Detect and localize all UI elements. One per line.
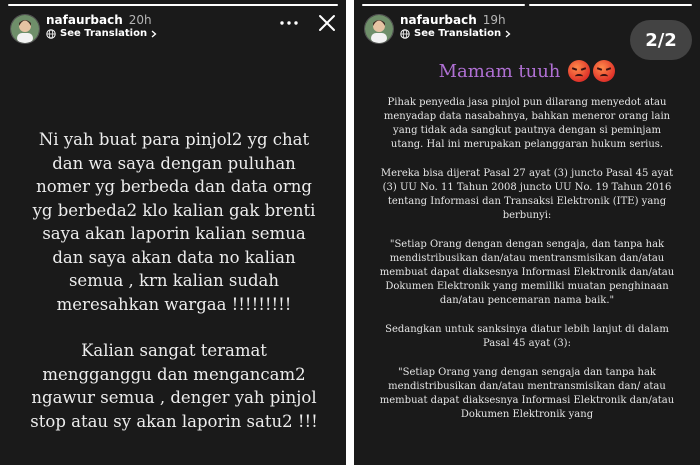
close-button[interactable] bbox=[316, 12, 338, 34]
angry-face-emoji bbox=[593, 60, 615, 82]
see-translation-label[interactable]: See Translation bbox=[60, 28, 148, 39]
story-paragraph: Sedangkan untuk sanksinya diatur lebih lanjut di dalam Pasal 45 ayat (3): bbox=[385, 324, 669, 349]
avatar-image bbox=[365, 15, 393, 43]
post-time: 19h bbox=[482, 13, 506, 27]
avatar[interactable] bbox=[10, 14, 40, 44]
page-indicator-badge bbox=[630, 20, 692, 60]
progress-segment bbox=[362, 4, 525, 6]
username[interactable] bbox=[46, 13, 152, 27]
close-icon bbox=[318, 14, 336, 32]
story-panel-right[interactable] bbox=[354, 0, 700, 465]
story-panel-left[interactable] bbox=[0, 0, 346, 465]
progress-segment bbox=[529, 4, 692, 6]
story-paragraph: "Setiap Orang dengan dengan sengaja, dan tanpa hak mendistribusikan dan/atau mentransmisikan dan/atau membuat dapat diaksesnya Informasi Elektronik dan/atau Dokumen Elektronik yang memiliki muatan penghinaan dan/atau pencemaran nama baik." bbox=[379, 239, 675, 306]
story-progress-bar bbox=[362, 4, 692, 6]
story-progress-bar bbox=[8, 4, 338, 6]
see-translation-button[interactable] bbox=[46, 28, 157, 39]
page-indicator-text: 2/2 bbox=[645, 29, 677, 51]
see-translation-label[interactable]: See Translation bbox=[414, 28, 502, 39]
see-translation-button[interactable] bbox=[400, 28, 511, 39]
progress-segment bbox=[8, 4, 338, 6]
username[interactable] bbox=[400, 13, 506, 27]
avatar-image bbox=[11, 15, 39, 43]
story-title-text: Mamam tuuh bbox=[438, 60, 561, 82]
header-actions bbox=[278, 12, 338, 34]
username-text[interactable]: nafaurbach bbox=[400, 13, 477, 27]
more-button[interactable] bbox=[278, 12, 300, 34]
story-paragraph: Kalian sangat teramat mengganggu dan mengancam2 ngawur semua , denger yah pinjol stop atau sy akan laporin satu2 !!! bbox=[30, 341, 318, 431]
avatar[interactable] bbox=[364, 14, 394, 44]
angry-face-emoji bbox=[568, 60, 590, 82]
story-text-left bbox=[26, 128, 322, 456]
story-title bbox=[376, 58, 678, 84]
chevron-right-icon bbox=[505, 30, 511, 38]
story-paragraph: Pihak penyedia jasa pinjol pun dilarang menyedot atau menyadap data nasabahnya, bahkan meneror orang lain yang tidak ada sangkut pautnya dengan si peminjam utang. Hal ini merupakan pelanggaran hukum serius. bbox=[383, 97, 671, 150]
story-paragraph: Mereka bisa dijerat Pasal 27 ayat (3) juncto Pasal 45 ayat (3) UU No. 11 Tahun 2008 juncto UU No. 19 Tahun 2016 tentang Informasi dan Transaksi Elektronik (ITE) yang berbunyi: bbox=[380, 168, 674, 221]
globe-icon bbox=[400, 29, 410, 39]
story-text-right bbox=[376, 58, 678, 437]
chevron-right-icon bbox=[151, 30, 157, 38]
username-text[interactable]: nafaurbach bbox=[46, 13, 123, 27]
story-paragraph: "Setiap Orang yang dengan sengaja dan tanpa hak mendistribusikan dan/atau mentransmisikan dan/ atau membuat dapat diaksesnya Informasi Elektronik dan/atau Dokumen Elektronik yang bbox=[379, 367, 675, 420]
angry-face-emoji-pair bbox=[568, 60, 615, 82]
story-paragraph: Ni yah buat para pinjol2 yg chat dan wa saya dengan puluhan nomer yg berbeda dan data orng yg berbeda2 klo kalian gak brenti saya akan laporin kalian semua dan saya akan data no kalian semua , krn kalian sudah meresahkan wargaa !!!!!!!!! bbox=[32, 130, 316, 314]
more-horizontal-icon bbox=[280, 21, 298, 25]
globe-icon bbox=[46, 29, 56, 39]
story-header bbox=[8, 10, 338, 44]
post-time: 20h bbox=[128, 13, 152, 27]
